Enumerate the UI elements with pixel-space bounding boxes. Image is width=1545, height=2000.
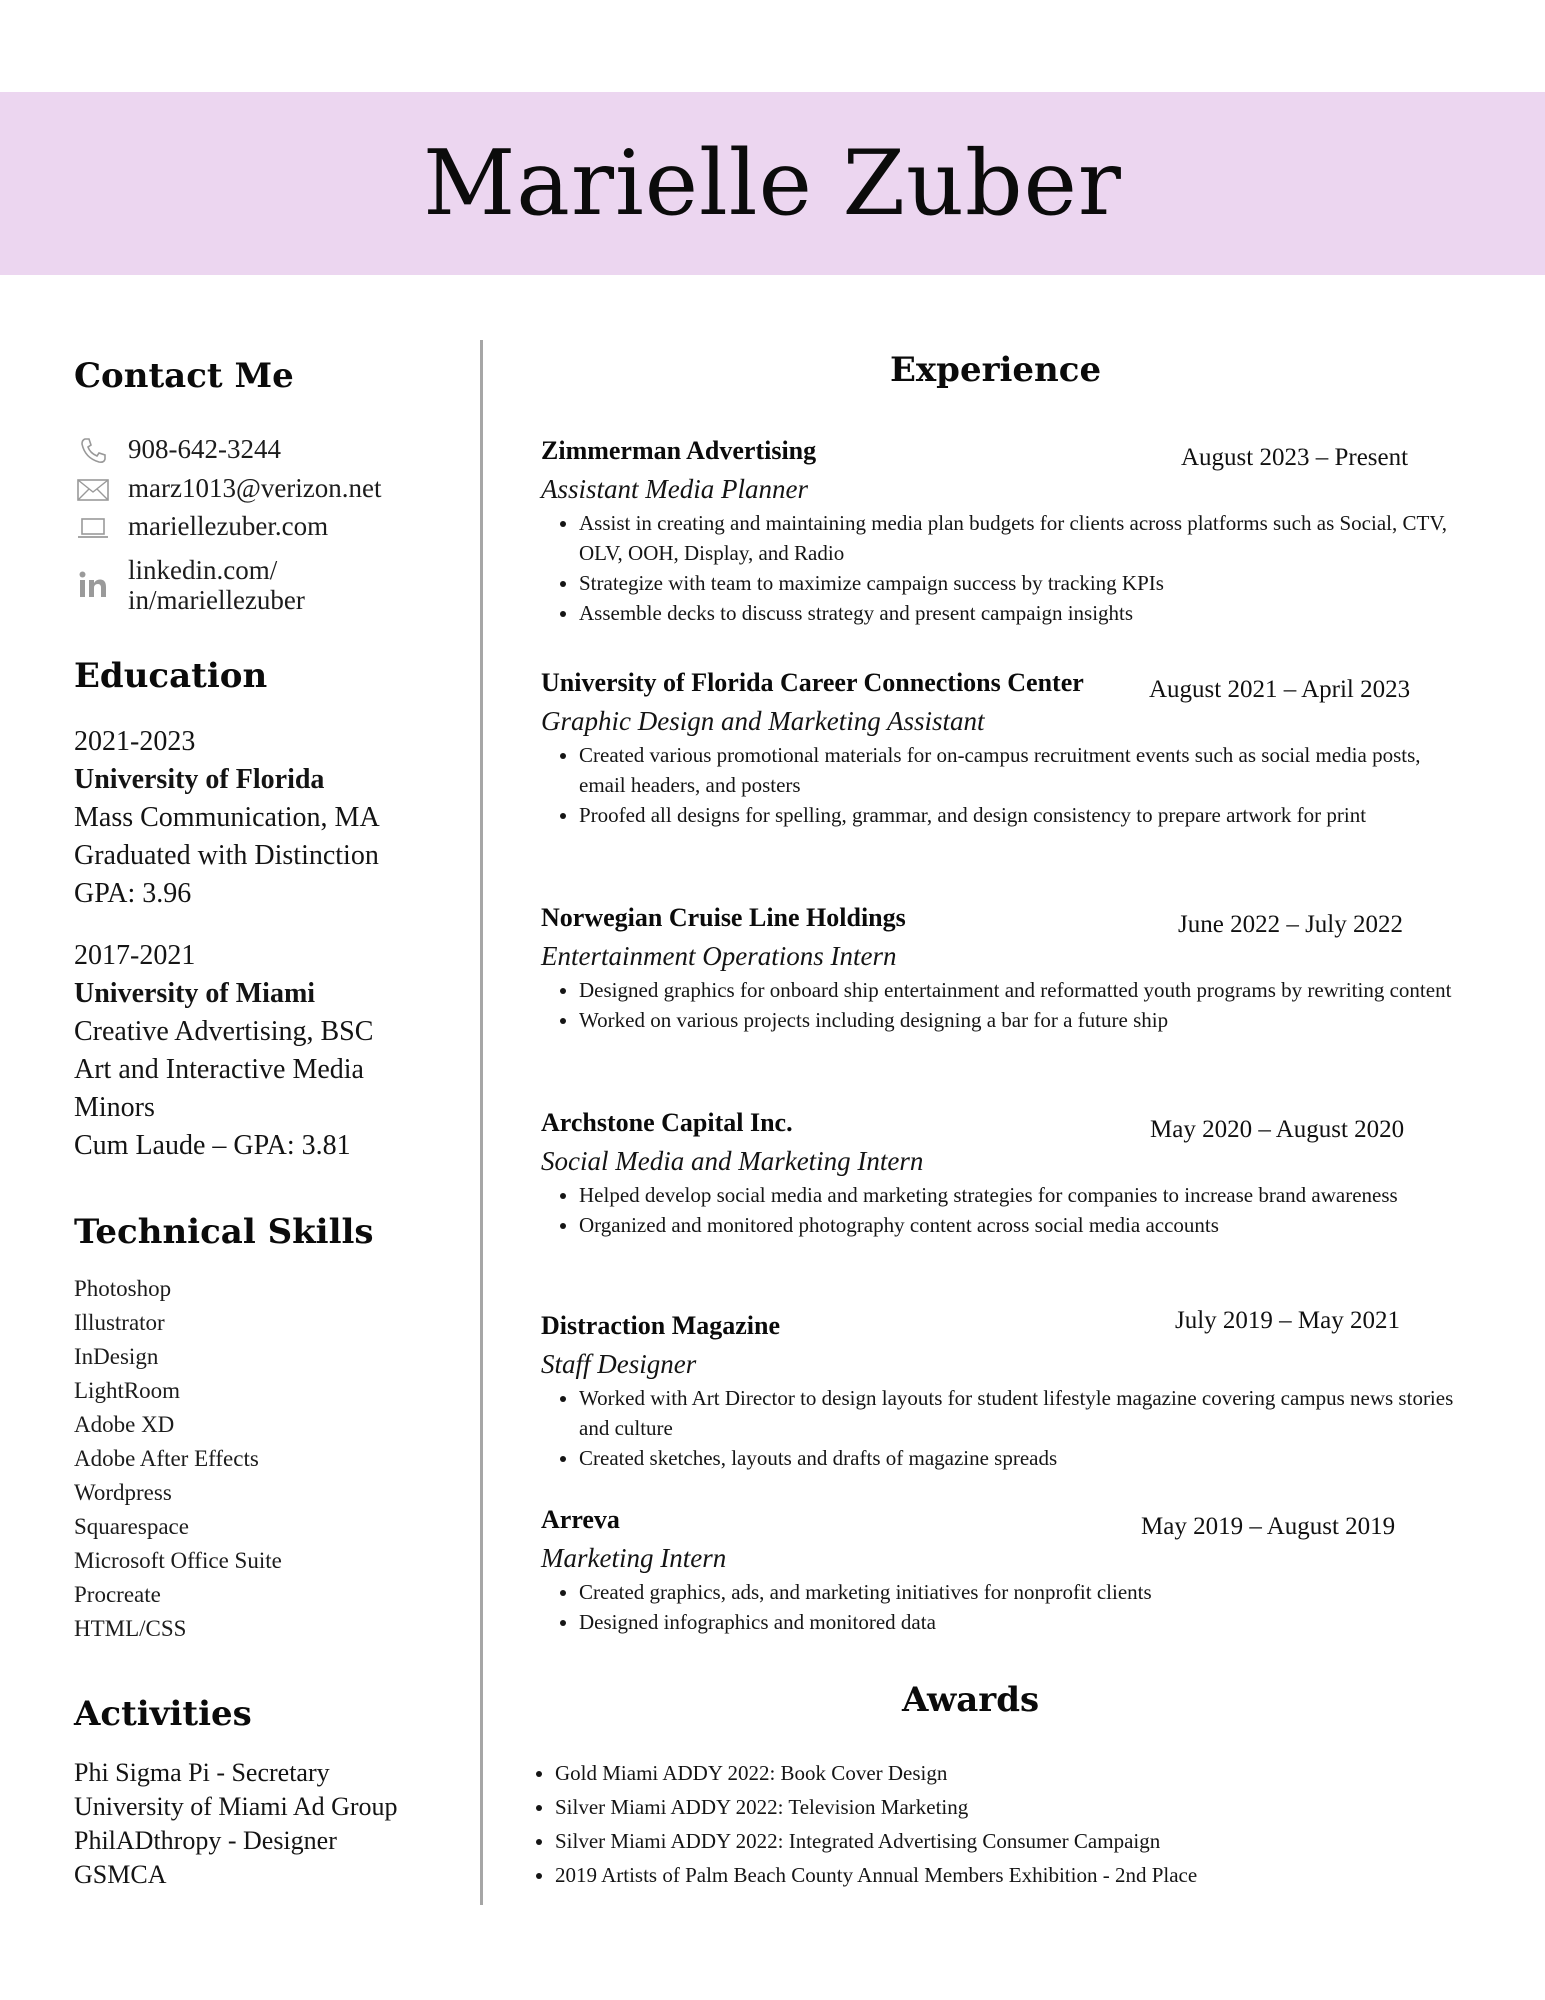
job-dates: August 2021 – April 2023 [1149, 676, 1411, 703]
award-item: • Gold Miami ADDY 2022: Book Cover Design [555, 1756, 1197, 1790]
job-bullet: • Organized and monitored photography content across social media accounts [579, 1210, 1459, 1240]
skill-item: Squarespace [74, 1514, 189, 1539]
education-heading: Education [74, 656, 268, 696]
laptop-icon [74, 511, 112, 545]
awards-list [517, 1756, 1197, 1892]
award-item: • 2019 Artists of Palm Beach County Annual Members Exhibition - 2nd Place [555, 1858, 1197, 1892]
linkedin-line-2: in/mariellezuber [128, 585, 305, 615]
job-bullet: • Proofed all designs for spelling, grammar, and design consistency to prepare artwork for print [579, 800, 1459, 830]
phone-text[interactable]: 908-642-3244 [128, 434, 281, 464]
job-bullets [541, 1577, 1459, 1637]
job-company: Norwegian Cruise Line Holdings [541, 903, 906, 932]
skills-heading: Technical Skills [74, 1212, 374, 1252]
job-bullet: • Helped develop social media and marketing strategies for companies to increase brand awareness [579, 1180, 1459, 1210]
header-band [0, 92, 1545, 275]
skill-item: LightRoom [74, 1378, 181, 1403]
job-role: Marketing Intern [541, 1543, 727, 1573]
job-bullets [541, 740, 1459, 830]
skill-item: InDesign [74, 1344, 159, 1369]
job-bullet: • Created various promotional materials for on-campus recruitment events such as social media posts, email headers, and posters [579, 740, 1459, 800]
job-role: Graphic Design and Marketing Assistant [541, 706, 985, 736]
job-role: Social Media and Marketing Intern [541, 1146, 924, 1176]
skills-list [74, 1272, 282, 1646]
envelope-icon [74, 473, 112, 507]
job-bullet: • Assemble decks to discuss strategy and present campaign insights [579, 598, 1459, 628]
job-bullet: • Worked with Art Director to design layouts for student lifestyle magazine covering campus news stories and culture [579, 1383, 1459, 1443]
awards-heading: Awards [902, 1680, 1040, 1720]
contact-heading: Contact Me [74, 356, 294, 396]
website-text[interactable]: mariellezuber.com [128, 511, 329, 541]
education-entry [74, 937, 373, 1165]
job-company: Arreva [541, 1505, 620, 1534]
skill-item: Adobe XD [74, 1412, 175, 1437]
job-bullets [541, 975, 1459, 1035]
job-bullet: • Designed graphics for onboard ship entertainment and reformatted youth programs by rewriting content [579, 975, 1459, 1005]
job-company: Archstone Capital Inc. [541, 1108, 793, 1137]
job-bullet: • Assist in creating and maintaining media plan budgets for clients across platforms such as Social, CTV, OLV, OOH, Display, and Radio [579, 508, 1459, 568]
job-bullet: • Created sketches, layouts and drafts of magazine spreads [579, 1443, 1459, 1473]
edu-years: 2021-2023 [74, 726, 196, 757]
job-company: Zimmerman Advertising [541, 436, 817, 465]
phone-icon [74, 434, 112, 468]
job-bullets [541, 1180, 1459, 1240]
skill-item: Procreate [74, 1582, 161, 1607]
job-role: Staff Designer [541, 1349, 697, 1379]
edu-line: Art and Interactive Media [74, 1054, 364, 1085]
linkedin-text[interactable] [128, 555, 305, 615]
award-item: • Silver Miami ADDY 2022: Television Marketing [555, 1790, 1197, 1824]
job-dates: June 2022 – July 2022 [1178, 911, 1403, 938]
skill-item: Illustrator [74, 1310, 165, 1335]
contact-email [74, 473, 382, 507]
skill-item: Wordpress [74, 1480, 172, 1505]
linkedin-icon [74, 555, 112, 615]
job-bullet: • Worked on various projects including designing a bar for a future ship [579, 1005, 1459, 1035]
job-dates: August 2023 – Present [1181, 444, 1409, 471]
job-role: Entertainment Operations Intern [541, 941, 897, 971]
activities-list [74, 1756, 398, 1892]
activity-item: Phi Sigma Pi - Secretary [74, 1758, 330, 1787]
activity-item: PhilADthropy - Designer [74, 1826, 337, 1855]
job-bullet: • Designed infographics and monitored data [579, 1607, 1459, 1637]
activity-item: GSMCA [74, 1860, 167, 1889]
edu-line: Mass Communication, MA [74, 802, 380, 833]
resume-name: Marielle Zuber [423, 131, 1122, 236]
edu-line: Minors [74, 1092, 155, 1123]
edu-line: Cum Laude – GPA: 3.81 [74, 1130, 351, 1161]
edu-school: University of Miami [74, 978, 316, 1009]
job-company: Distraction Magazine [541, 1311, 781, 1340]
job-bullet: • Created graphics, ads, and marketing initiatives for nonprofit clients [579, 1577, 1459, 1607]
job-company: University of Florida Career Connections Center [541, 668, 1084, 697]
education-entry [74, 723, 380, 913]
job-dates: July 2019 – May 2021 [1175, 1307, 1400, 1334]
award-item: • Silver Miami ADDY 2022: Integrated Advertising Consumer Campaign [555, 1824, 1197, 1858]
linkedin-line-1: linkedin.com/ [128, 555, 278, 585]
email-text[interactable]: marz1013@verizon.net [128, 473, 382, 503]
job-dates: May 2019 – August 2019 [1141, 1513, 1396, 1540]
activity-item: University of Miami Ad Group [74, 1792, 398, 1821]
skill-item: Adobe After Effects [74, 1446, 259, 1471]
skill-item: HTML/CSS [74, 1616, 187, 1641]
column-divider [480, 340, 483, 1905]
contact-phone [74, 434, 281, 468]
skill-item: Photoshop [74, 1276, 172, 1301]
edu-years: 2017-2021 [74, 940, 196, 971]
job-bullets [541, 1383, 1459, 1473]
edu-line: Creative Advertising, BSC [74, 1016, 374, 1047]
edu-school: University of Florida [74, 764, 325, 795]
contact-website [74, 511, 328, 545]
experience-heading: Experience [890, 350, 1102, 390]
skill-item: Microsoft Office Suite [74, 1548, 282, 1573]
job-bullets [541, 508, 1459, 628]
contact-linkedin [74, 555, 305, 615]
edu-line: Graduated with Distinction [74, 840, 379, 871]
job-role: Assistant Media Planner [541, 474, 808, 504]
edu-line: GPA: 3.96 [74, 878, 192, 909]
job-dates: May 2020 – August 2020 [1150, 1116, 1405, 1143]
job-bullet: • Strategize with team to maximize campaign success by tracking KPIs [579, 568, 1459, 598]
activities-heading: Activities [74, 1694, 252, 1734]
